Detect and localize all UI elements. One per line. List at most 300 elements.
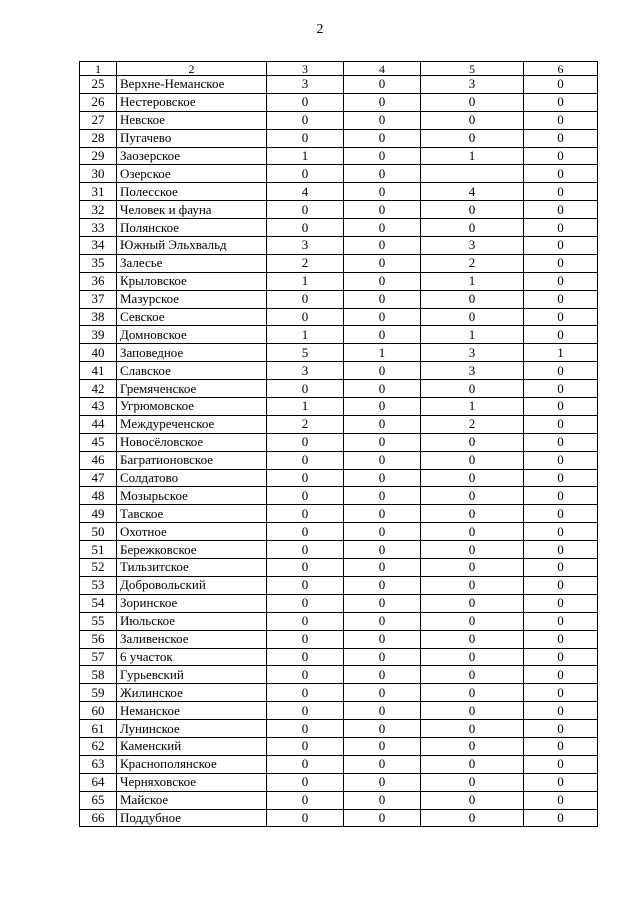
- value-cell-col3: 0: [267, 702, 344, 720]
- name-cell: Черняховское: [117, 773, 267, 791]
- value-cell-col3: 0: [267, 469, 344, 487]
- row-number-cell: 29: [80, 147, 117, 165]
- value-cell-col3: 0: [267, 129, 344, 147]
- table-row: [80, 254, 598, 272]
- value-cell-col5: 0: [421, 505, 524, 523]
- value-cell-col6: 0: [524, 147, 598, 165]
- row-number-cell: 30: [80, 165, 117, 183]
- value-cell-col5: 0: [421, 380, 524, 398]
- value-cell-col6: 0: [524, 487, 598, 505]
- row-number-cell: 37: [80, 290, 117, 308]
- value-cell-col3: 5: [267, 344, 344, 362]
- value-cell-col3: 0: [267, 541, 344, 559]
- name-cell: Каменский: [117, 737, 267, 755]
- table-row: [80, 523, 598, 541]
- row-number-cell: 38: [80, 308, 117, 326]
- value-cell-col3: 0: [267, 737, 344, 755]
- value-cell-col6: 0: [524, 165, 598, 183]
- name-cell: Заповедное: [117, 344, 267, 362]
- value-cell-col4: 0: [344, 254, 421, 272]
- name-cell: Краснополянское: [117, 755, 267, 773]
- table-row: [80, 290, 598, 308]
- value-cell-col4: 0: [344, 272, 421, 290]
- value-cell-col4: 0: [344, 380, 421, 398]
- name-cell: Междуреченское: [117, 415, 267, 433]
- value-cell-col6: 0: [524, 666, 598, 684]
- row-number-cell: 27: [80, 111, 117, 129]
- value-cell-col6: 0: [524, 219, 598, 237]
- value-cell-col4: 0: [344, 791, 421, 809]
- name-cell: Неманское: [117, 702, 267, 720]
- name-cell: Озерское: [117, 165, 267, 183]
- value-cell-col6: 0: [524, 398, 598, 416]
- value-cell-col6: 0: [524, 791, 598, 809]
- table-row: [80, 272, 598, 290]
- row-number-cell: 54: [80, 594, 117, 612]
- table-row: [80, 76, 598, 94]
- row-number-cell: 46: [80, 451, 117, 469]
- value-cell-col6: 0: [524, 237, 598, 255]
- value-cell-col5: 3: [421, 362, 524, 380]
- table-row: [80, 612, 598, 630]
- value-cell-col4: 0: [344, 129, 421, 147]
- value-cell-col4: 0: [344, 147, 421, 165]
- value-cell-col6: 0: [524, 326, 598, 344]
- name-cell: Бережковское: [117, 541, 267, 559]
- value-cell-col6: 0: [524, 451, 598, 469]
- value-cell-col5: 0: [421, 630, 524, 648]
- value-cell-col4: 0: [344, 702, 421, 720]
- row-number-cell: 60: [80, 702, 117, 720]
- table-row: [80, 469, 598, 487]
- name-cell: Майское: [117, 791, 267, 809]
- value-cell-col6: 0: [524, 755, 598, 773]
- value-cell-col4: 0: [344, 648, 421, 666]
- value-cell-col6: 0: [524, 559, 598, 577]
- value-cell-col5: 0: [421, 111, 524, 129]
- value-cell-col4: 0: [344, 773, 421, 791]
- value-cell-col5: 0: [421, 219, 524, 237]
- table-row: [80, 541, 598, 559]
- value-cell-col6: 0: [524, 576, 598, 594]
- value-cell-col5: 0: [421, 469, 524, 487]
- value-cell-col4: 0: [344, 612, 421, 630]
- row-number-cell: 62: [80, 737, 117, 755]
- value-cell-col3: 0: [267, 755, 344, 773]
- table-row: [80, 362, 598, 380]
- row-number-cell: 45: [80, 433, 117, 451]
- row-number-cell: 28: [80, 129, 117, 147]
- value-cell-col6: 0: [524, 415, 598, 433]
- column-header: 3: [267, 62, 344, 76]
- table-row: [80, 398, 598, 416]
- row-number-cell: 25: [80, 76, 117, 94]
- value-cell-col3: 0: [267, 648, 344, 666]
- row-number-cell: 26: [80, 93, 117, 111]
- value-cell-col6: 0: [524, 720, 598, 738]
- value-cell-col5: 0: [421, 755, 524, 773]
- value-cell-col3: 2: [267, 254, 344, 272]
- value-cell-col3: 0: [267, 576, 344, 594]
- row-number-cell: 42: [80, 380, 117, 398]
- table-row: [80, 559, 598, 577]
- row-number-cell: 50: [80, 523, 117, 541]
- value-cell-col3: 0: [267, 487, 344, 505]
- name-cell: Залесье: [117, 254, 267, 272]
- value-cell-col6: 0: [524, 272, 598, 290]
- row-number-cell: 47: [80, 469, 117, 487]
- name-cell: Домновское: [117, 326, 267, 344]
- row-number-cell: 43: [80, 398, 117, 416]
- table-row: [80, 576, 598, 594]
- table-row: [80, 505, 598, 523]
- value-cell-col5: 0: [421, 451, 524, 469]
- table-row: [80, 129, 598, 147]
- value-cell-col6: 0: [524, 254, 598, 272]
- column-header: 5: [421, 62, 524, 76]
- value-cell-col5: 3: [421, 237, 524, 255]
- row-number-cell: 35: [80, 254, 117, 272]
- value-cell-col6: 0: [524, 111, 598, 129]
- name-cell: Тавское: [117, 505, 267, 523]
- value-cell-col4: 0: [344, 415, 421, 433]
- value-cell-col5: 0: [421, 487, 524, 505]
- row-number-cell: 55: [80, 612, 117, 630]
- value-cell-col3: 0: [267, 451, 344, 469]
- table-header-row: [80, 62, 598, 76]
- value-cell-col4: 0: [344, 290, 421, 308]
- row-number-cell: 36: [80, 272, 117, 290]
- value-cell-col4: 0: [344, 523, 421, 541]
- table-row: [80, 755, 598, 773]
- value-cell-col5: 4: [421, 183, 524, 201]
- value-cell-col3: 3: [267, 362, 344, 380]
- value-cell-col5: [421, 165, 524, 183]
- row-number-cell: 57: [80, 648, 117, 666]
- row-number-cell: 64: [80, 773, 117, 791]
- name-cell: Пугачево: [117, 129, 267, 147]
- row-number-cell: 52: [80, 559, 117, 577]
- name-cell: Невское: [117, 111, 267, 129]
- name-cell: Лунинское: [117, 720, 267, 738]
- row-number-cell: 58: [80, 666, 117, 684]
- value-cell-col3: 3: [267, 76, 344, 94]
- name-cell: Верхне-Неманское: [117, 76, 267, 94]
- value-cell-col6: 0: [524, 290, 598, 308]
- row-number-cell: 48: [80, 487, 117, 505]
- value-cell-col5: 1: [421, 326, 524, 344]
- table-row: [80, 308, 598, 326]
- value-cell-col4: 0: [344, 183, 421, 201]
- row-number-cell: 61: [80, 720, 117, 738]
- page-number: 2: [316, 22, 324, 37]
- value-cell-col3: 1: [267, 398, 344, 416]
- table-row: [80, 183, 598, 201]
- table-row: [80, 433, 598, 451]
- table-row: [80, 93, 598, 111]
- name-cell: Нестеровское: [117, 93, 267, 111]
- name-cell: Мозырьское: [117, 487, 267, 505]
- table-row: [80, 684, 598, 702]
- value-cell-col5: 0: [421, 684, 524, 702]
- name-cell: Южный Эльхвальд: [117, 237, 267, 255]
- value-cell-col5: 0: [421, 129, 524, 147]
- value-cell-col5: 0: [421, 648, 524, 666]
- name-cell: Гремяченское: [117, 380, 267, 398]
- row-number-cell: 44: [80, 415, 117, 433]
- value-cell-col5: 0: [421, 594, 524, 612]
- value-cell-col3: 0: [267, 559, 344, 577]
- value-cell-col6: 0: [524, 469, 598, 487]
- value-cell-col4: 0: [344, 720, 421, 738]
- table-row: [80, 237, 598, 255]
- value-cell-col3: 0: [267, 773, 344, 791]
- row-number-cell: 51: [80, 541, 117, 559]
- value-cell-col6: 0: [524, 702, 598, 720]
- value-cell-col6: 1: [524, 344, 598, 362]
- value-cell-col5: 0: [421, 541, 524, 559]
- value-cell-col6: 0: [524, 308, 598, 326]
- value-cell-col5: 0: [421, 612, 524, 630]
- value-cell-col5: 0: [421, 523, 524, 541]
- table-row: [80, 487, 598, 505]
- value-cell-col5: 2: [421, 415, 524, 433]
- value-cell-col5: 3: [421, 344, 524, 362]
- value-cell-col6: 0: [524, 648, 598, 666]
- value-cell-col5: 1: [421, 398, 524, 416]
- table-row: [80, 720, 598, 738]
- value-cell-col5: 0: [421, 737, 524, 755]
- row-number-cell: 56: [80, 630, 117, 648]
- value-cell-col4: 0: [344, 326, 421, 344]
- value-cell-col6: 0: [524, 433, 598, 451]
- table-body: [80, 76, 598, 827]
- value-cell-col3: 0: [267, 111, 344, 129]
- name-cell: Поддубное: [117, 809, 267, 827]
- value-cell-col5: 0: [421, 201, 524, 219]
- table-row: [80, 791, 598, 809]
- value-cell-col5: 0: [421, 773, 524, 791]
- value-cell-col4: 0: [344, 237, 421, 255]
- value-cell-col6: 0: [524, 630, 598, 648]
- value-cell-col4: 0: [344, 666, 421, 684]
- name-cell: Багратионовское: [117, 451, 267, 469]
- value-cell-col3: 0: [267, 523, 344, 541]
- column-header: 2: [117, 62, 267, 76]
- row-number-cell: 39: [80, 326, 117, 344]
- row-number-cell: 34: [80, 237, 117, 255]
- value-cell-col5: 0: [421, 559, 524, 577]
- table-row: [80, 201, 598, 219]
- value-cell-col4: 0: [344, 630, 421, 648]
- value-cell-col6: 0: [524, 773, 598, 791]
- value-cell-col4: 0: [344, 505, 421, 523]
- value-cell-col4: 0: [344, 594, 421, 612]
- table-row: [80, 380, 598, 398]
- value-cell-col3: 0: [267, 93, 344, 111]
- value-cell-col3: 0: [267, 594, 344, 612]
- name-cell: Полесское: [117, 183, 267, 201]
- value-cell-col3: 1: [267, 272, 344, 290]
- value-cell-col5: 0: [421, 791, 524, 809]
- value-cell-col4: 0: [344, 737, 421, 755]
- row-number-cell: 63: [80, 755, 117, 773]
- row-number-cell: 32: [80, 201, 117, 219]
- value-cell-col5: 0: [421, 433, 524, 451]
- row-number-cell: 66: [80, 809, 117, 827]
- name-cell: Заозерское: [117, 147, 267, 165]
- value-cell-col5: 0: [421, 702, 524, 720]
- column-header: 4: [344, 62, 421, 76]
- value-cell-col4: 0: [344, 362, 421, 380]
- name-cell: Зоринское: [117, 594, 267, 612]
- value-cell-col3: 0: [267, 219, 344, 237]
- value-cell-col5: 0: [421, 576, 524, 594]
- table-row: [80, 451, 598, 469]
- name-cell: Мазурское: [117, 290, 267, 308]
- value-cell-col6: 0: [524, 612, 598, 630]
- value-cell-col6: 0: [524, 594, 598, 612]
- name-cell: Солдатово: [117, 469, 267, 487]
- value-cell-col5: 1: [421, 272, 524, 290]
- value-cell-col3: 0: [267, 165, 344, 183]
- name-cell: Жилинское: [117, 684, 267, 702]
- value-cell-col3: 0: [267, 630, 344, 648]
- row-number-cell: 59: [80, 684, 117, 702]
- value-cell-col3: 0: [267, 433, 344, 451]
- value-cell-col6: 0: [524, 76, 598, 94]
- value-cell-col6: 0: [524, 129, 598, 147]
- value-cell-col5: 0: [421, 93, 524, 111]
- value-cell-col4: 0: [344, 201, 421, 219]
- table-row: [80, 809, 598, 827]
- column-header: 1: [80, 62, 117, 76]
- value-cell-col4: 0: [344, 469, 421, 487]
- value-cell-col3: 0: [267, 308, 344, 326]
- value-cell-col3: 1: [267, 326, 344, 344]
- table-row: [80, 702, 598, 720]
- value-cell-col6: 0: [524, 541, 598, 559]
- value-cell-col5: 0: [421, 809, 524, 827]
- value-cell-col4: 0: [344, 541, 421, 559]
- value-cell-col4: 0: [344, 487, 421, 505]
- value-cell-col3: 2: [267, 415, 344, 433]
- row-number-cell: 53: [80, 576, 117, 594]
- name-cell: Добровольский: [117, 576, 267, 594]
- table-row: [80, 666, 598, 684]
- row-number-cell: 41: [80, 362, 117, 380]
- value-cell-col3: 3: [267, 237, 344, 255]
- table-row: [80, 594, 598, 612]
- value-cell-col3: 0: [267, 201, 344, 219]
- row-number-cell: 65: [80, 791, 117, 809]
- data-table: [79, 61, 598, 827]
- table-row: [80, 737, 598, 755]
- value-cell-col6: 0: [524, 737, 598, 755]
- name-cell: Охотное: [117, 523, 267, 541]
- value-cell-col3: 0: [267, 684, 344, 702]
- table-row: [80, 773, 598, 791]
- table-row: [80, 648, 598, 666]
- name-cell: Человек и фауна: [117, 201, 267, 219]
- value-cell-col6: 0: [524, 684, 598, 702]
- value-cell-col6: 0: [524, 523, 598, 541]
- value-cell-col5: 1: [421, 147, 524, 165]
- value-cell-col6: 0: [524, 183, 598, 201]
- value-cell-col3: 0: [267, 505, 344, 523]
- value-cell-col3: 0: [267, 666, 344, 684]
- name-cell: 6 участок: [117, 648, 267, 666]
- value-cell-col5: 2: [421, 254, 524, 272]
- name-cell: Полянское: [117, 219, 267, 237]
- value-cell-col4: 0: [344, 398, 421, 416]
- value-cell-col4: 0: [344, 76, 421, 94]
- name-cell: Гурьевский: [117, 666, 267, 684]
- row-number-cell: 31: [80, 183, 117, 201]
- value-cell-col4: 0: [344, 559, 421, 577]
- value-cell-col3: 0: [267, 720, 344, 738]
- table-row: [80, 344, 598, 362]
- value-cell-col5: 0: [421, 308, 524, 326]
- name-cell: Угрюмовское: [117, 398, 267, 416]
- table-row: [80, 326, 598, 344]
- value-cell-col4: 0: [344, 308, 421, 326]
- value-cell-col3: 0: [267, 612, 344, 630]
- table-row: [80, 165, 598, 183]
- value-cell-col5: 0: [421, 666, 524, 684]
- value-cell-col4: 0: [344, 433, 421, 451]
- value-cell-col4: 0: [344, 165, 421, 183]
- column-header: 6: [524, 62, 598, 76]
- value-cell-col5: 0: [421, 720, 524, 738]
- table-row: [80, 111, 598, 129]
- value-cell-col3: 4: [267, 183, 344, 201]
- row-number-cell: 33: [80, 219, 117, 237]
- table-row: [80, 219, 598, 237]
- name-cell: Севское: [117, 308, 267, 326]
- value-cell-col4: 0: [344, 451, 421, 469]
- value-cell-col6: 0: [524, 505, 598, 523]
- value-cell-col6: 0: [524, 93, 598, 111]
- value-cell-col5: 3: [421, 76, 524, 94]
- name-cell: Июльское: [117, 612, 267, 630]
- value-cell-col6: 0: [524, 362, 598, 380]
- value-cell-col3: 0: [267, 380, 344, 398]
- value-cell-col3: 0: [267, 290, 344, 308]
- value-cell-col3: 1: [267, 147, 344, 165]
- name-cell: Крыловское: [117, 272, 267, 290]
- value-cell-col6: 0: [524, 809, 598, 827]
- value-cell-col5: 0: [421, 290, 524, 308]
- value-cell-col4: 0: [344, 684, 421, 702]
- table-row: [80, 630, 598, 648]
- value-cell-col3: 0: [267, 791, 344, 809]
- value-cell-col3: 0: [267, 809, 344, 827]
- name-cell: Славское: [117, 362, 267, 380]
- table-row: [80, 415, 598, 433]
- value-cell-col4: 0: [344, 219, 421, 237]
- name-cell: Заливенское: [117, 630, 267, 648]
- table-row: [80, 147, 598, 165]
- value-cell-col4: 0: [344, 755, 421, 773]
- value-cell-col4: 0: [344, 111, 421, 129]
- row-number-cell: 40: [80, 344, 117, 362]
- value-cell-col6: 0: [524, 201, 598, 219]
- value-cell-col6: 0: [524, 380, 598, 398]
- name-cell: Новосёловское: [117, 433, 267, 451]
- name-cell: Тильзитское: [117, 559, 267, 577]
- value-cell-col4: 0: [344, 809, 421, 827]
